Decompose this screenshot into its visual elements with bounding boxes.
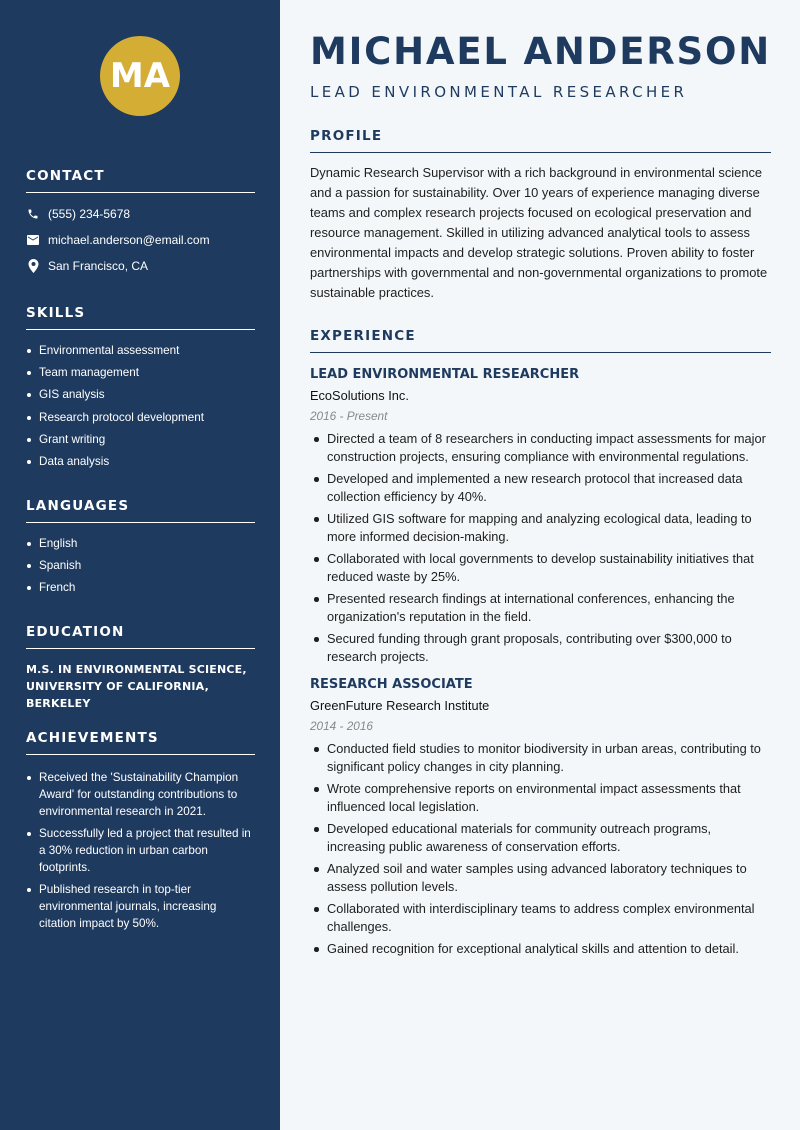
job-entry (310, 367, 771, 666)
job-title: RESEARCH ASSOCIATE (310, 677, 473, 692)
profile-text: Dynamic Research Supervisor with a rich background in environmental science and a passion for sustainability. Over 10 years of experience managing diverse teams and complex research projects focused on ecological preservation and resource management. Skilled in utilizing advanced analytical tools to assess environmental impacts and develop strategic solutions. Proven ability to foster partnerships with governmental and non-governmental organizations to promote sustainable practices. (310, 165, 768, 300)
list-item: Collaborated with interdisciplinary teams to address complex environmental challenges. (310, 900, 771, 936)
job-bullets (310, 740, 771, 958)
list-item: Environmental assessment (26, 342, 255, 359)
skills-section (26, 305, 255, 475)
list-item: Conducted field studies to monitor biodiversity in urban areas, contributing to significant policy changes in city planning. (310, 740, 771, 776)
mail-icon (26, 233, 40, 247)
experience-section (310, 328, 771, 962)
list-item: Published research in top-tier environmental journals, increasing citation impact by 50%. (26, 881, 255, 932)
list-item: French (26, 579, 255, 596)
job-entry (310, 677, 771, 958)
contact-section (26, 168, 255, 283)
contact-location (26, 257, 255, 275)
avatar: MA (100, 36, 180, 116)
list-item: Spanish (26, 557, 255, 574)
list-item: Team management (26, 364, 255, 381)
list-item: Collaborated with local governments to develop sustainability initiatives that reduced waste by 25%. (310, 550, 771, 586)
list-item: GIS analysis (26, 386, 255, 403)
achievements-section (26, 730, 255, 938)
list-item: Gained recognition for exceptional analytical skills and attention to detail. (310, 940, 771, 958)
skills-heading: SKILLS (26, 305, 255, 330)
list-item: Wrote comprehensive reports on environmental impact assessments that influenced local legislation. (310, 780, 771, 816)
list-item: Directed a team of 8 researchers in conducting impact assessments for major construction projects, ensuring compliance with environmental regulations. (310, 430, 771, 466)
education-section (26, 624, 255, 712)
list-item: Data analysis (26, 453, 255, 470)
list-item: Analyzed soil and water samples using advanced laboratory techniques to assess pollution levels. (310, 860, 771, 896)
profile-section (310, 128, 771, 303)
candidate-role: LEAD ENVIRONMENTAL RESEARCHER (310, 83, 688, 101)
list-item: Grant writing (26, 431, 255, 448)
languages-section (26, 498, 255, 602)
list-item: Secured funding through grant proposals, contributing over $300,000 to research projects. (310, 630, 771, 666)
phone-text[interactable]: (555) 234-5678 (48, 207, 131, 221)
list-item: Research protocol development (26, 409, 255, 426)
sidebar (0, 0, 280, 1130)
achievements-list (26, 769, 255, 932)
list-item: Presented research findings at international conferences, enhancing the organization's reputation in the field. (310, 590, 771, 626)
job-company: GreenFuture Research Institute (310, 698, 490, 713)
job-dates: 2016 - Present (310, 409, 388, 423)
education-heading: EDUCATION (26, 624, 255, 649)
email-text[interactable]: michael.anderson@email.com (48, 233, 210, 247)
contact-heading: CONTACT (26, 168, 255, 193)
achievements-heading: ACHIEVEMENTS (26, 730, 255, 755)
list-item: Developed educational materials for community outreach programs, increasing public awareness of conservation efforts. (310, 820, 771, 856)
contact-email (26, 231, 255, 249)
phone-icon (26, 207, 40, 221)
list-item: Successfully led a project that resulted in a 30% reduction in urban carbon footprints. (26, 825, 255, 876)
list-item: English (26, 535, 255, 552)
job-title: LEAD ENVIRONMENTAL RESEARCHER (310, 367, 580, 382)
education-degree: M.S. IN ENVIRONMENTAL SCIENCE, (26, 663, 247, 676)
education-school: UNIVERSITY OF CALIFORNIA, BERKELEY (26, 680, 209, 710)
list-item: Utilized GIS software for mapping and analyzing ecological data, leading to more informed decision-making. (310, 510, 771, 546)
languages-heading: LANGUAGES (26, 498, 255, 523)
job-company: EcoSolutions Inc. (310, 388, 409, 403)
job-bullets (310, 430, 771, 666)
contact-phone (26, 205, 255, 223)
list-item: Received the 'Sustainability Champion Award' for outstanding contributions to environmental research in 2021. (26, 769, 255, 820)
experience-heading: EXPERIENCE (310, 328, 771, 353)
candidate-name: MICHAEL ANDERSON (310, 30, 772, 73)
location-pin-icon (26, 259, 40, 273)
list-item: Developed and implemented a new research protocol that increased data collection efficiency by 40%. (310, 470, 771, 506)
location-text: San Francisco, CA (48, 259, 149, 273)
profile-heading: PROFILE (310, 128, 771, 153)
job-dates: 2014 - 2016 (310, 719, 373, 733)
skills-list (26, 342, 255, 470)
languages-list (26, 535, 255, 596)
